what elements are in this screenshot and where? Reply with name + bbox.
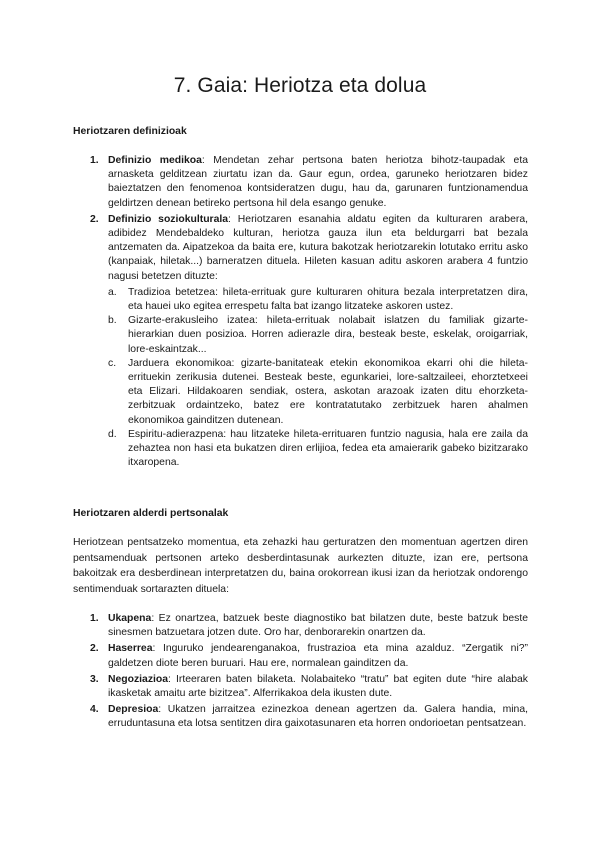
list-text: : Irteeraren baten bilaketa. Nolabaiteko “tratu” bat egiten dute “hire alabak ikasketak amaitu arte bizitzea”. Alferrikakoa dela ikusten dute. — [108, 673, 528, 700]
list-text: : Ez onartzea, batzuek beste diagnostiko bat bilatzen dute, beste batzuk beste sinesmen batzuetara jotzen dute. Oro har, denborarekin onartzen da. — [108, 613, 528, 639]
list-number: 2. — [90, 213, 99, 225]
list-item — [78, 213, 528, 471]
list-item — [78, 673, 528, 701]
list-term: Haserrea — [108, 643, 153, 655]
sublist-letter: d. — [108, 428, 117, 440]
sublist-item — [108, 357, 528, 428]
list-text: : Mendetan zehar pertsona baten heriotza bihotz-taupadak eta arnasketa gelditzean ziurtatu izan da. Gaur egun, ordea, garuneko heriotzaren bidez baieztatzen den fenomenoa kontsideratzen dugu, hau da, garunaren funtzionamendua geldirtzen denean betireko pertsona hil dela esango genuke. — [108, 155, 528, 209]
intro-paragraph: Heriotzean pentsatzeko momentua, eta zehazki hau gerturatzen den momentuan agertzen diren pentsamenduak pertsonen arteko desberdintasunak aurkezten dituzte, izan ere, pertsona bakoitzak era desberdinean interpretatzen du, baina orokorrean ikusi izan da heriotzak ondorengo sentimenduak sortarazten dituela: — [73, 537, 528, 595]
list-item — [78, 612, 528, 640]
list-item — [78, 642, 528, 670]
sublist-letter: a. — [108, 286, 117, 298]
list-term: Ukapena — [108, 613, 152, 624]
section-heading-personal: Heriotzaren alderdi pertsonalak — [73, 508, 229, 519]
sublist-item — [108, 314, 528, 357]
feelings-list — [78, 612, 528, 734]
list-item — [78, 154, 528, 211]
sublist-letter: b. — [108, 315, 117, 327]
page-title: 7. Gaia: Heriotza eta dolua — [173, 74, 427, 97]
list-number: 1. — [90, 155, 99, 166]
list-term: Depresioa — [108, 704, 159, 716]
list-text: : Ukatzen jarraitzea ezinezkoa denean agertzen da. Galera handia, mina, erruduntasuna eta lotsa sentitzen dira gaixotasunaren eta horren ondorioetan pentsatzean. — [108, 704, 528, 730]
sublist-text: Gizarte-erakusleiho izatea: hileta-errituak nolabait islatzen du familiak gizarte-hierarkian duen posizioa. Horren adierazle dira, besteak beste, eskelak, oroigarriak, lore-eskaintzak... — [128, 315, 528, 355]
list-term: Definizio soziokulturala — [108, 213, 229, 225]
sublist-text: Espiritu-adierazpena: hau litzateke hileta-errituaren funtzio nagusia, hala ere zaila da zehaztea non hasi eta bukatzen diren erlijioa, fedea eta amaierarik gabeko bizitzarako itxaropena. — [128, 428, 528, 469]
list-item — [78, 703, 528, 731]
list-term: Definizio medikoa — [108, 155, 202, 166]
list-term: Negoziazioa — [108, 673, 169, 685]
sublist-letter: c. — [108, 357, 117, 369]
list-text: : Inguruko jendearenganakoa, frustrazioa eta mina azalduz. “Zergatik ni?” galdetzen diote beren buruari. Hau ere, normalean gainditzen da. — [108, 643, 528, 669]
list-number: 2. — [90, 643, 99, 655]
sublist-item — [108, 428, 528, 471]
definitions-list — [78, 154, 528, 472]
list-number: 4. — [90, 704, 99, 716]
list-number: 3. — [90, 673, 99, 685]
list-text: : Heriotzaren esanahia aldatu egiten da kulturaren arabera, adibidez Mendebaldeko kulturan, heriotza gauza ilun eta beldurgarri bat bezala antzematen da. Aipatzekoa da baita ere, kutura bakotzak heriotzarekin lotutako erritu asko (kanpaiak, hiletak...) barneratzen dituela. Hileten kasuan aditu askoren arabera 4 funtzio nagusi betetzen dituzte: — [108, 213, 528, 282]
sublist-text: Jarduera ekonomikoa: gizarte-banitateak etekin ekonomikoa ekarri ohi die hileta-errituekin zerikusia dutenei. Besteak beste, egunkariei, lore-saltzaileei, ehorztetxeei eta Elizari. Hildakoaren sendiak, ostera, askotan arazoak izaten ditu ehorzketa-zerbitzuak ordaintzeko, batez ere kontratatutako zerbitzuek haren ahalmen ekonomikoa gainditzen dutenean. — [128, 357, 528, 426]
list-number: 1. — [90, 613, 99, 624]
sublist-text: Tradizioa betetzea: hileta-errituak gure kulturaren ohitura bezala interpretatzen dira, eta hauei uko egitea errespetu falta bat izango litzateke askoren ustez. — [128, 286, 528, 313]
sublist-item — [108, 286, 528, 314]
section-heading-definitions: Heriotzaren definizioak — [73, 126, 187, 137]
functions-sublist — [108, 286, 528, 471]
